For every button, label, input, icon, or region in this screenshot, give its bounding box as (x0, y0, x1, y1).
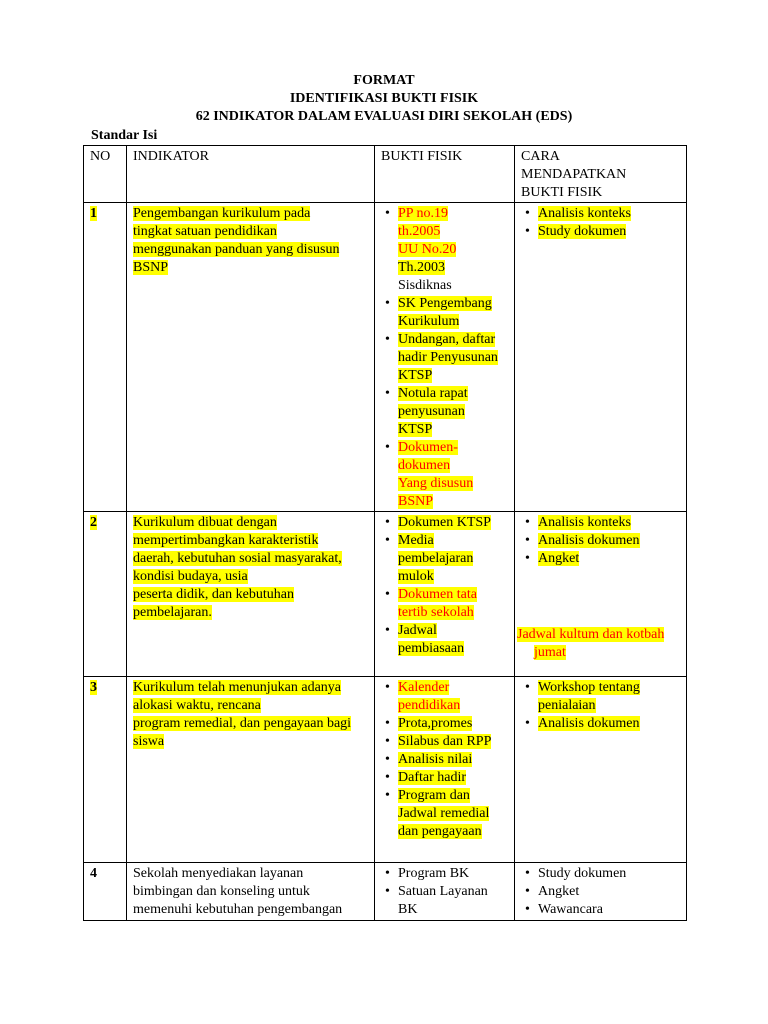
list-item: • Study dokumen (521, 223, 682, 241)
row-number: 3 (90, 680, 97, 695)
evidence-list (381, 205, 510, 511)
list-item: • Notula rapat penyusunan KTSP (381, 385, 510, 439)
list-item: • Silabus dan RPP (381, 733, 510, 751)
method-note: Jadwal kultum dan kotbah jumat (517, 627, 665, 660)
list-item: • Dokumen- dokumen Yang disusun BSNP (381, 439, 510, 511)
list-item: • Workshop tentang penialaian (521, 679, 682, 715)
list-item: • Analisis konteks (521, 514, 682, 532)
list-item: • Dokumen tata tertib sekolah (381, 586, 510, 622)
method-list (521, 679, 682, 733)
list-item: • Prota,promes (381, 715, 510, 733)
indicator-text: Kurikulum telah menunjukan adanya alokasi waktu, rencana program remedial, dan pengayaan bagi siswa (133, 680, 352, 749)
list-item: • Wawancara (521, 901, 682, 919)
header-no: NO (84, 146, 127, 203)
list-item: • SK Pengembang Kurikulum (381, 295, 510, 331)
list-item: • Media pembelajaran mulok (381, 532, 510, 586)
section-label: Standar Isi (91, 128, 158, 143)
evidence-list (381, 679, 510, 841)
list-item: • Angket (521, 550, 682, 568)
indicator-text: Pengembangan kurikulum pada tingkat satuan pendidikan menggunakan panduan yang disusun BSNP (133, 206, 340, 275)
header-indikator: INDIKATOR (127, 146, 375, 203)
row-number: 4 (90, 866, 97, 881)
evidence-list (381, 514, 510, 658)
table-row (84, 677, 687, 863)
doc-title-line-3: 62 INDIKATOR DALAM EVALUASI DIRI SEKOLAH (EDS) (195, 109, 573, 124)
row-number: 2 (90, 515, 97, 530)
list-item: • Undangan, daftar hadir Penyusunan KTSP (381, 331, 510, 385)
method-list (521, 205, 682, 241)
list-item: • Analisis dokumen (521, 532, 682, 550)
indicator-text: Kurikulum dibuat dengan mempertimbangkan karakteristik daerah, kebutuhan sosial masyarakat, kondisi budaya, usia peserta didik, dan kebutuhan pembelajaran. (133, 515, 342, 620)
doc-title-line-1: FORMAT (353, 73, 415, 88)
row-number: 1 (90, 206, 97, 221)
list-item: • Dokumen KTSP (381, 514, 510, 532)
list-item: • Analisis dokumen (521, 715, 682, 733)
method-list (521, 865, 682, 919)
list-item: • Daftar hadir (381, 769, 510, 787)
header-bukti-fisik: BUKTI FISIK (375, 146, 515, 203)
list-item: • Analisis nilai (381, 751, 510, 769)
table-row (84, 512, 687, 677)
table-row (84, 203, 687, 512)
list-item: • Program dan Jadwal remedial dan pengayaan (381, 787, 510, 841)
method-list (521, 514, 682, 568)
list-item: • PP no.19 th.2005 UU No.20 Th.2003 Sisdiknas (381, 205, 510, 295)
indicator-text: Sekolah menyediakan layanan bimbingan dan konseling untuk memenuhi kebutuhan pengembangan (133, 866, 343, 917)
list-item: • Jadwal pembiasaan (381, 622, 510, 658)
list-item: • Kalender pendidikan (381, 679, 510, 715)
doc-title-line-2: IDENTIFIKASI BUKTI FISIK (289, 91, 479, 106)
list-item: • Angket (521, 883, 682, 901)
evidence-list (381, 865, 510, 919)
table-header-row (84, 146, 687, 203)
list-item: • Program BK (381, 865, 510, 883)
list-item: • Analisis konteks (521, 205, 682, 223)
header-cara: CARA MENDAPATKAN BUKTI FISIK (515, 146, 687, 203)
indicator-table (83, 145, 687, 921)
table-row (84, 863, 687, 921)
list-item: • Study dokumen (521, 865, 682, 883)
list-item: • Satuan Layanan BK (381, 883, 510, 919)
